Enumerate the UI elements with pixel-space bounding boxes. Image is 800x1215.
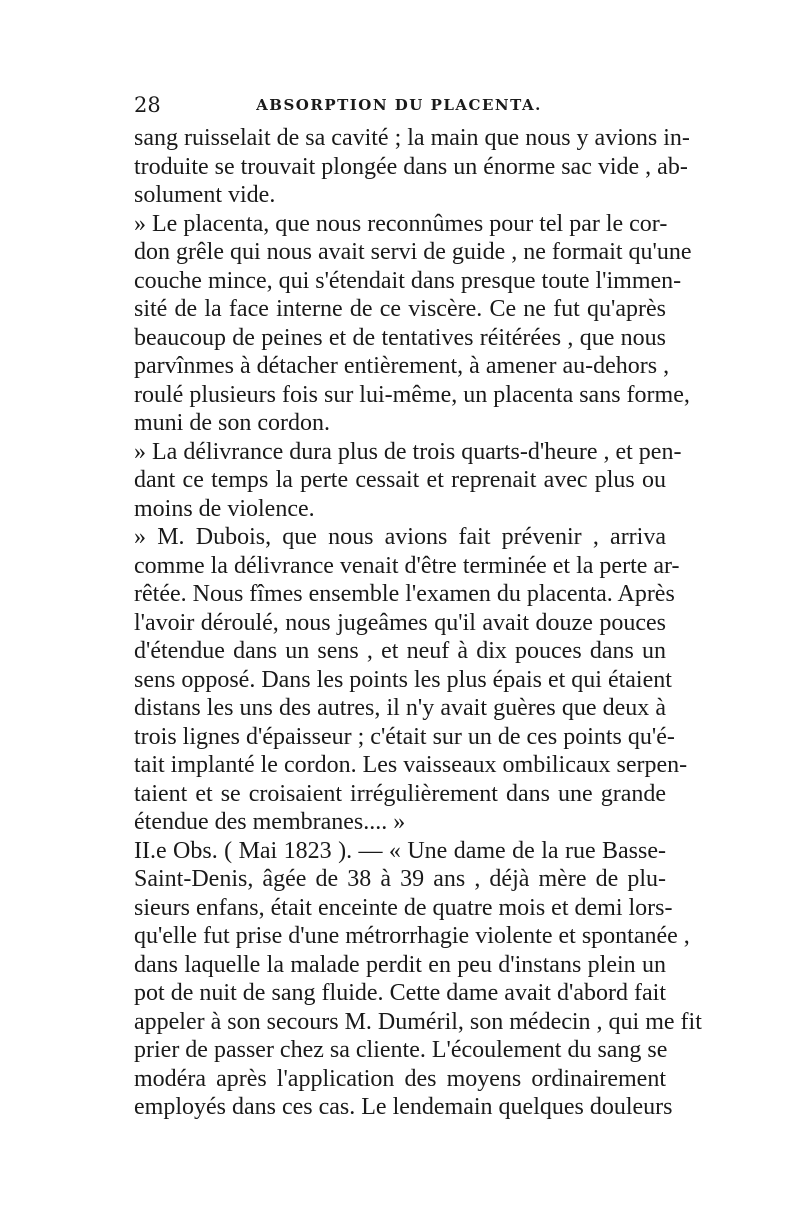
text-line: comme la délivrance venait d'être terminée et la perte ar- [134,552,680,579]
text-line: Saint-Denis, âgée de 38 à 39 ans , déjà mère de plu- [134,866,666,892]
text-line: II.e Obs. ( Mai 1823 ). — « Une dame de la rue Basse- [134,837,666,864]
text-line: tait implanté le cordon. Les vaisseaux ombilicaux serpen- [134,752,688,778]
text-line: d'étendue dans un sens , et neuf à dix pouces dans un [134,638,666,664]
text-line: muni de son cordon. [134,410,330,436]
text-line: appeler à son secours M. Duméril, son médecin , qui me fit [134,1008,702,1035]
text-line: » Le placenta, que nous reconnûmes pour tel par le cor- [134,210,668,237]
text-line: pot de nuit de sang fluide. Cette dame avait d'abord fait [134,980,666,1006]
text-line: dans laquelle la malade perdit en peu d'instans plein un [134,951,666,978]
text-line: dant ce temps la perte cessait et reprenait avec plus ou [134,467,666,493]
text-line: sieurs enfans, était enceinte de quatre mois et demi lors- [134,894,673,921]
text-line: modéra après l'application des moyens ordinairement [134,1065,666,1092]
text-line: taient et se croisaient irrégulièrement dans une grande [134,780,666,807]
text-line: sens opposé. Dans les points les plus épais et qui étaient [134,666,672,693]
text-line: roulé plusieurs fois sur lui-même, un placenta sans forme, [134,381,690,408]
text-line: l'avoir déroulé, nous jugeâmes qu'il avait douze pouces [134,609,666,636]
page-number: 28 [134,93,161,117]
text-line: étendue des membranes.... » [134,809,406,835]
text-line: don grêle qui nous avait servi de guide , ne formait qu'une [134,239,692,265]
text-line: employés dans ces cas. Le lendemain quelques douleurs [134,1094,673,1120]
text-line: » La délivrance dura plus de trois quarts-d'heure , et pen- [134,438,682,465]
text-line: parvînmes à détacher entièrement, à amener au-dehors , [134,353,670,379]
text-line: sang ruisselait de sa cavité ; la main que nous y avions in- [134,125,690,151]
page-header [134,92,664,118]
text-line: troduite se trouvait plongée dans un énorme sac vide , ab- [134,153,688,180]
text-line: moins de violence. [134,495,315,522]
text-line: sité de la face interne de ce viscère. Ce ne fut qu'après [134,296,666,322]
text-line: couche mince, qui s'étendait dans presque toute l'immen- [134,267,682,294]
text-line: distans les uns des autres, il n'y avait guères que deux à [134,695,666,721]
running-head: ABSORPTION DU PLACENTA. [256,96,542,114]
text-line: solument vide. [134,182,276,208]
text-line: » M. Dubois, que nous avions fait prévenir , arriva [134,524,666,550]
text-line: qu'elle fut prise d'une métrorrhagie violente et spontanée , [134,923,690,949]
text-line: trois lignes d'épaisseur ; c'était sur un de ces points qu'é- [134,723,675,750]
body-text [134,124,702,1122]
text-line: prier de passer chez sa cliente. L'écoulement du sang se [134,1037,668,1063]
text-line: rêtée. Nous fîmes ensemble l'examen du placenta. Après [134,581,675,607]
text-line: beaucoup de peines et de tentatives réitérées , que nous [134,324,666,351]
